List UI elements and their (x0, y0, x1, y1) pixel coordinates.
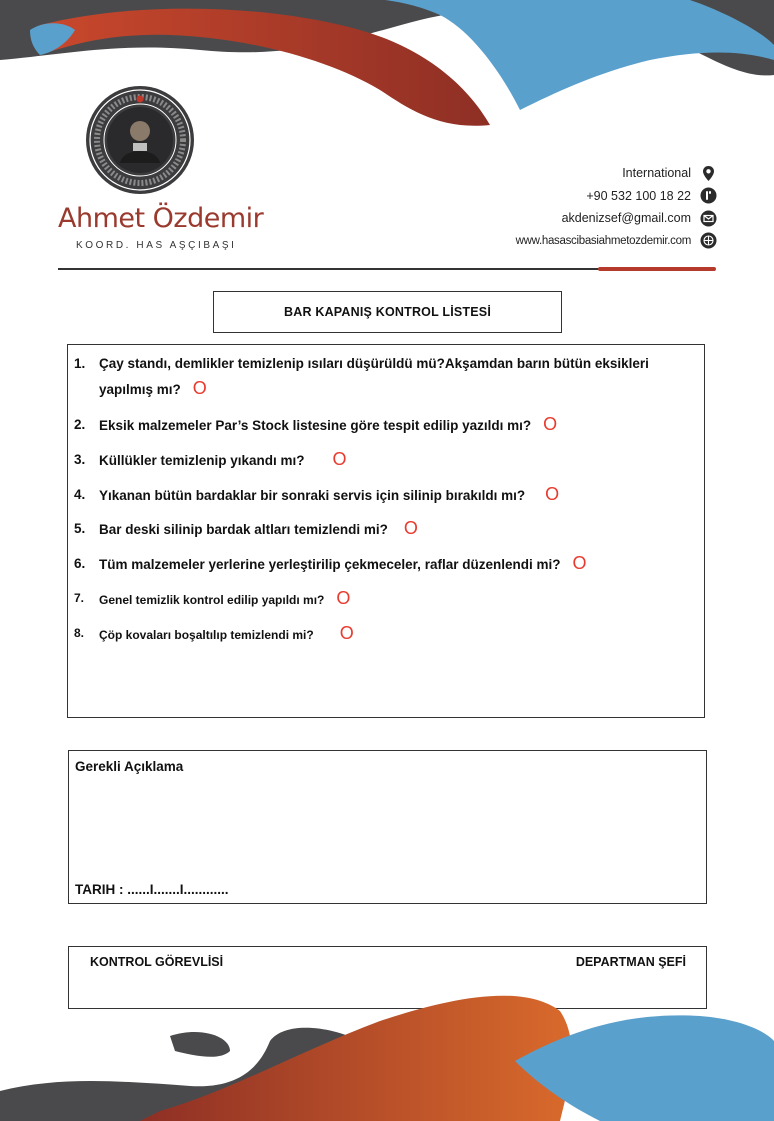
item-number: 1. (74, 356, 86, 371)
contact-phone (397, 185, 717, 208)
item-number: 8. (74, 626, 85, 640)
contact-website (397, 230, 717, 253)
item-number: 5. (74, 521, 86, 536)
globe-icon (700, 232, 717, 249)
location-pin-icon (700, 165, 717, 182)
check-mark: O (332, 449, 347, 469)
notes-box (68, 750, 707, 904)
location-text: International (622, 166, 691, 181)
item-text: Çay standı, demlikler temizlenip ısıları düşürüldü mü?Akşamdan barın bütün eksikleri yapılmış mı? (99, 356, 649, 397)
item-text: Genel temizlik kontrol edilip yapıldı mı? (99, 593, 325, 607)
website-text: www.hasascibasiahmetozdemir.com (515, 234, 691, 247)
check-mark: O (545, 484, 560, 504)
department-chief-label: DEPARTMAN ŞEFİ (575, 955, 686, 969)
checklist-item (74, 516, 699, 542)
email-icon (700, 210, 717, 227)
item-text: Yıkanan bütün bardaklar bir sonraki servis için silinip bırakıldı mı? (99, 488, 526, 503)
checklist-item (74, 621, 699, 648)
check-mark: O (543, 414, 558, 434)
header-divider-accent (598, 267, 716, 271)
item-text: Küllükler temizlenip yıkandı mı? (99, 453, 305, 468)
check-mark: O (192, 378, 207, 398)
checklist-item (74, 412, 699, 438)
check-mark: O (336, 588, 351, 608)
email-text: akdenizsef@gmail.com (561, 211, 691, 226)
checklist-item (74, 351, 699, 402)
document-title: BAR KAPANIŞ KONTROL LİSTESİ (213, 291, 562, 333)
item-number: 2. (74, 417, 86, 432)
item-text: Tüm malzemeler yerlerine yerleştirilip çekmeceler, raflar düzenlendi mi? (99, 557, 561, 572)
checklist-item (74, 482, 699, 508)
brand-name: Ahmet Özdemir (58, 203, 264, 234)
phone-text: +90 532 100 18 22 (586, 188, 691, 203)
checklist-item (74, 447, 699, 473)
notes-label: Gerekli Açıklama (75, 759, 184, 774)
control-officer-label: KONTROL GÖREVLİSİ (90, 955, 224, 969)
check-mark: O (339, 623, 354, 643)
phone-icon (700, 187, 717, 204)
item-text: Eksik malzemeler Par’s Stock listesine göre tespit edilip yazıldı mı? (99, 418, 532, 433)
item-text: Bar deski silinip bardak altları temizlendi mi? (99, 522, 388, 537)
item-text: Çöp kovaları boşaltılıp temizlendi mi? (99, 628, 314, 642)
contact-block (397, 162, 717, 252)
checklist-box (67, 344, 705, 718)
chef-seal-logo (85, 85, 195, 195)
date-line: TARIH : ......I.......I............ (75, 882, 229, 897)
checklist-item (74, 586, 699, 613)
brand-title: KOORD. HAS AŞÇIBAŞI (76, 240, 237, 251)
item-number: 7. (74, 591, 85, 605)
checklist-item (74, 551, 709, 577)
footer-wave-decoration (0, 981, 774, 1121)
header-divider (58, 268, 658, 270)
item-number: 4. (74, 487, 86, 502)
contact-location (397, 162, 717, 185)
item-number: 3. (74, 452, 86, 467)
check-mark: O (403, 518, 418, 538)
item-number: 6. (74, 556, 86, 571)
contact-email (397, 207, 717, 230)
check-mark: O (572, 553, 587, 573)
